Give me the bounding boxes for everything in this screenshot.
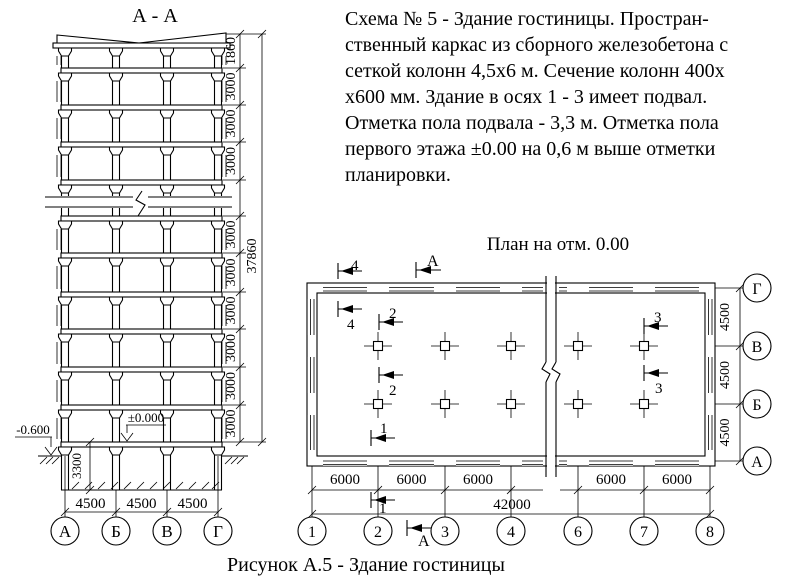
- axis-bubble-2: 2: [374, 524, 382, 541]
- axis-bubble-v: В: [161, 522, 173, 541]
- section-bottom-dims: [61, 456, 222, 517]
- dim-sec-bay-1: 4500: [126, 496, 157, 512]
- plan-break-line: [540, 276, 562, 477]
- marker-a-top: А: [427, 253, 439, 270]
- marker-4-inner: 4: [347, 317, 355, 333]
- section-break-line: [45, 191, 232, 216]
- plan-bottom-dims: [298, 466, 724, 545]
- axis-bubble-6: 6: [574, 524, 582, 541]
- dim-floor-8: 3000: [224, 372, 239, 400]
- marker-2-lower: 2: [389, 383, 397, 399]
- dim-floor-1: 3000: [224, 72, 239, 101]
- dim-bay-4: 6000: [662, 472, 692, 488]
- plan-columns: [364, 332, 658, 418]
- description-line: ственный каркас из сборного железобетона с: [345, 34, 729, 56]
- dim-floor-4: 3000: [224, 220, 239, 249]
- axis-bubble-plan-g: Г: [752, 281, 762, 298]
- section-floors: [59, 68, 225, 455]
- dim-basement: 3300: [69, 453, 84, 479]
- section-axis-bubbles: [51, 517, 232, 545]
- axis-bubble-b: Б: [111, 522, 121, 541]
- marker-2-upper: 2: [389, 306, 397, 322]
- description-line: х600 мм. Здание в осях 1 - 3 имеет подвал.: [345, 86, 708, 108]
- plan-view: [298, 234, 771, 550]
- section-window-strips: [57, 56, 226, 439]
- dim-floor-5: 3000: [224, 258, 239, 287]
- marker-1-upper: 1: [380, 421, 388, 437]
- marker-3-lower: 3: [655, 381, 663, 397]
- dim-floor-0: 1860: [224, 37, 239, 65]
- dim-floor-2: 3000: [224, 109, 239, 138]
- axis-bubble-plan-v: В: [751, 339, 763, 356]
- axis-bubble-g: Г: [213, 522, 223, 541]
- level-minus-mark: [15, 422, 57, 455]
- section-title: А - А: [132, 5, 178, 27]
- dim-bay-2: 6000: [463, 472, 493, 488]
- description-line: планировки.: [345, 164, 451, 186]
- marker-4-top: 4: [351, 258, 359, 274]
- description-line: Отметка пола подвала - 3,3 м. Отметка пола: [345, 112, 719, 134]
- marker-a-bottom: А: [418, 533, 430, 550]
- dim-floor-6: 3000: [224, 296, 239, 325]
- dim-sec-bay-2: 4500: [177, 496, 208, 512]
- description-line: сеткой колонн 4,5х6 м. Сечение колонн 400х: [345, 60, 725, 82]
- dim-side-1: 4500: [718, 361, 733, 389]
- level-zero-label: ±0.000: [127, 410, 165, 425]
- axis-bubble-a: А: [58, 522, 72, 541]
- axis-bubble-7: 7: [640, 524, 648, 541]
- level-zero-mark: [121, 410, 166, 441]
- dim-bay-0: 6000: [330, 472, 360, 488]
- axis-bubble-4: 4: [507, 524, 515, 541]
- description-line: первого этажа ±0.00 на 0,6 м выше отметки: [345, 138, 716, 160]
- plan-right-dims: [715, 274, 771, 475]
- plan-title: План на отм. 0.00: [486, 234, 630, 255]
- dim-floor-7: 3000: [224, 334, 239, 362]
- axis-bubble-3: 3: [441, 524, 449, 541]
- dim-sec-bay-0: 4500: [75, 496, 106, 512]
- dim-side-2: 4500: [718, 418, 733, 447]
- dim-total-height: 37860: [245, 238, 260, 274]
- dim-bay-3: 6000: [596, 472, 626, 488]
- marker-3-upper: 3: [654, 310, 662, 326]
- marker-1-lower: 1: [379, 501, 387, 517]
- description-line: Схема № 5 - Здание гостиницы. Простран-: [345, 8, 709, 30]
- axis-bubble-plan-a: А: [751, 454, 763, 471]
- dim-total-width: 42000: [493, 497, 531, 513]
- dim-bay-1: 6000: [396, 472, 427, 488]
- dim-floor-9: 3000: [224, 409, 239, 438]
- level-minus-label: -0.600: [16, 422, 50, 437]
- description-text: [345, 6, 793, 188]
- axis-bubble-8: 8: [706, 524, 714, 541]
- plan-windows: [308, 284, 714, 466]
- axis-bubble-1: 1: [308, 524, 316, 541]
- axis-bubble-plan-b: Б: [752, 397, 762, 414]
- section-roof: [53, 33, 230, 56]
- section-view: [15, 5, 266, 545]
- section-dim-column: [222, 30, 266, 446]
- dim-side-0: 4500: [718, 303, 733, 331]
- dim-floor-3: 3000: [224, 147, 239, 175]
- figure-caption: Рисунок А.5 - Здание гостиницы: [227, 554, 505, 576]
